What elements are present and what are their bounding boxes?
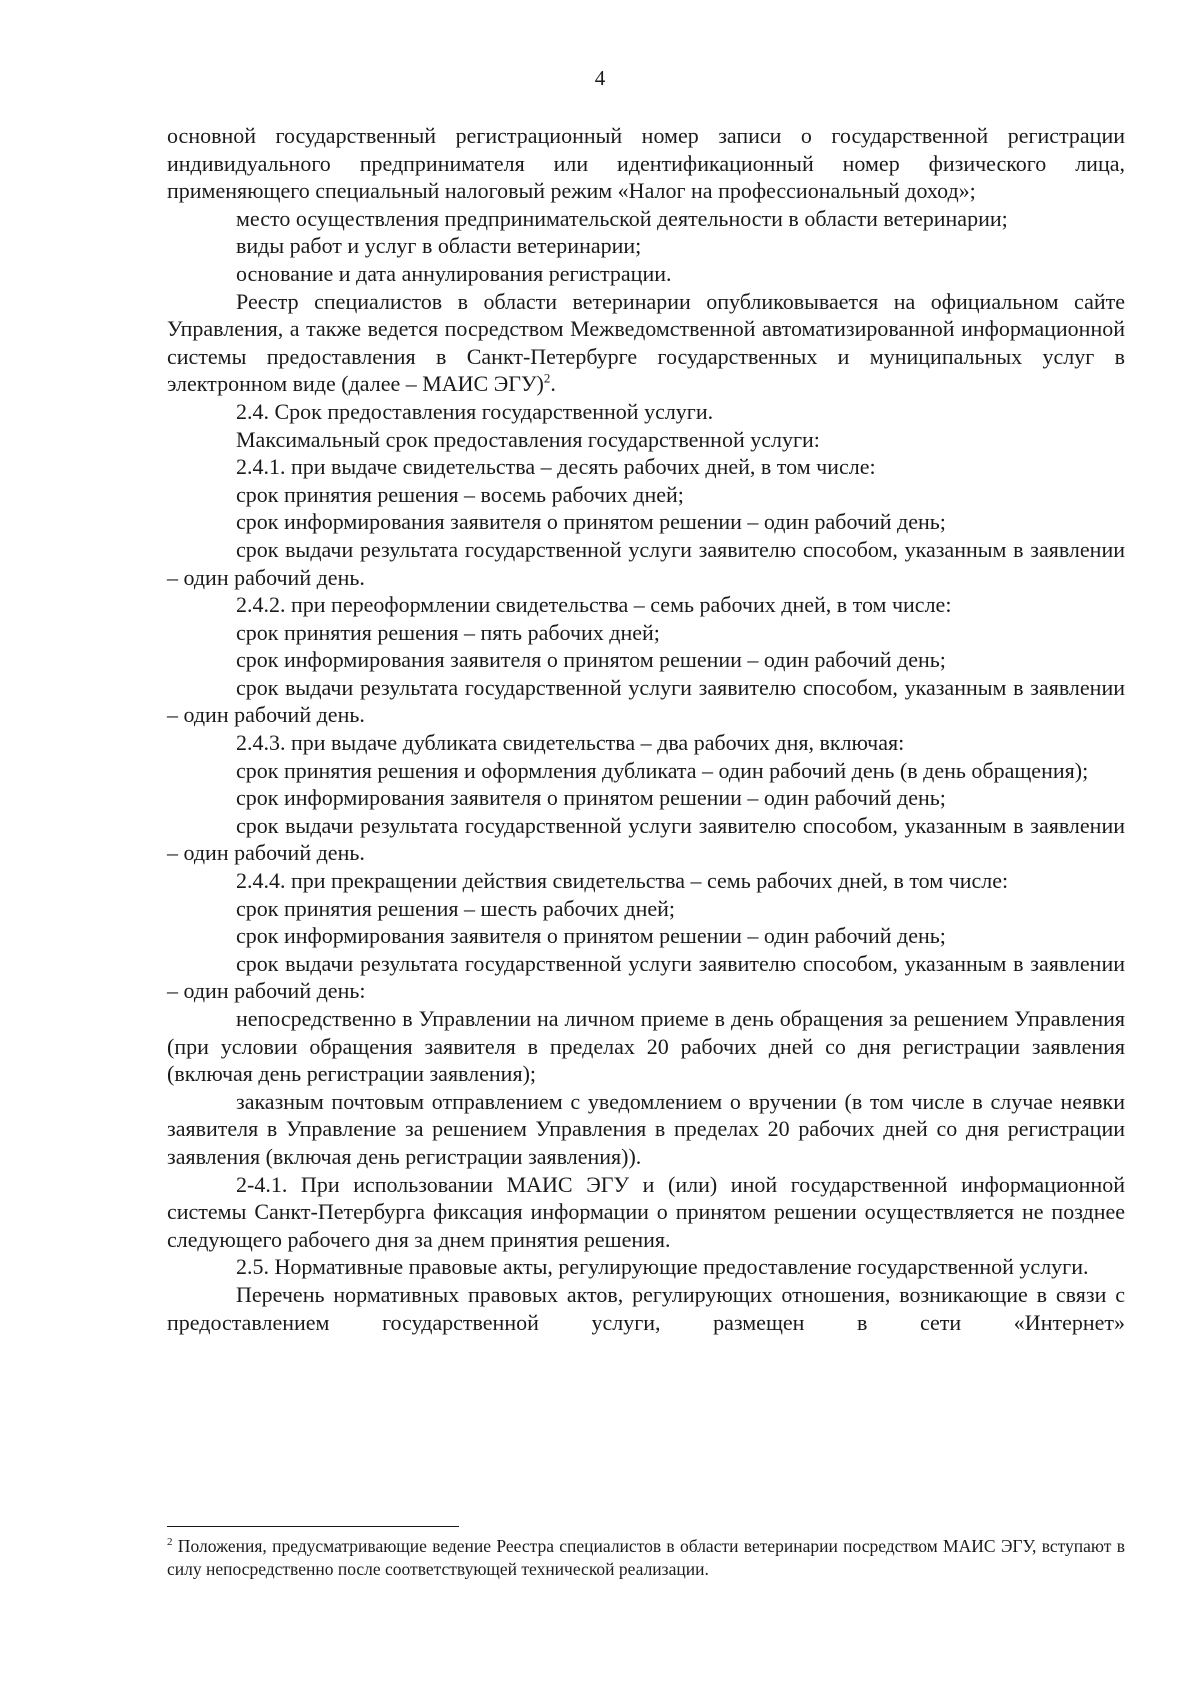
paragraph-2-4-1: 2.4.1. при выдаче свидетельства – десять рабочих дней, в том числе: bbox=[236, 454, 876, 480]
paragraph-annulment: основание и дата аннулирования регистрации. bbox=[236, 260, 672, 286]
registry-publication-end: . bbox=[550, 371, 556, 397]
footnote-reference[interactable]: 2 bbox=[543, 371, 551, 387]
list-item: срок информирования заявителя о принятом решении – один рабочий день; bbox=[236, 647, 946, 673]
paragraph-registry-publication bbox=[167, 288, 1125, 398]
registry-publication-text: Реестр специалистов в области ветеринарии опубликовывается на официальном сайте Управления, а также ведется посредством Межведомственной автоматизированной информационной системы предоставления в Санкт-Петербурге государственных и муниципальных услуг в электронном виде (далее – МАИС ЭГУ) bbox=[167, 288, 1125, 397]
paragraph-2-4-4: 2.4.4. при прекращении действия свидетельства – семь рабочих дней, в том числе: bbox=[236, 868, 1009, 894]
paragraph-activity-place: место осуществления предпринимательской деятельности в области ветеринарии; bbox=[236, 205, 1008, 231]
list-item: срок принятия решения – шесть рабочих дней; bbox=[236, 895, 676, 921]
list-item: срок выдачи результата государственной услуги заявителю способом, указанным в заявлении – один рабочий день. bbox=[167, 536, 1125, 590]
paragraph-2-4-1-mais: 2-4.1. При использовании МАИС ЭГУ и (или) иной государственной информационной системы Санкт-Петербурга фиксация информации о принятом решении осуществляется не позднее следующего рабочего дня за днем принятия решения. bbox=[167, 1171, 1125, 1252]
paragraph-max-term: Максимальный срок предоставления государственной услуги: bbox=[236, 426, 820, 452]
list-item: непосредственно в Управлении на личном приеме в день обращения за решением Управления (при условии обращения заявителя в пределах 20 рабочих дней со дня регистрации заявления (включая день регистрации заявления); bbox=[167, 1006, 1125, 1087]
list-item: срок информирования заявителя о принятом решении – один рабочий день; bbox=[236, 785, 946, 811]
list-item: срок выдачи результата государственной услуги заявителю способом, указанным в заявлении – один рабочий день: bbox=[167, 950, 1125, 1004]
footnote-text: Положения, предусматривающие ведение Реестра специалистов в области ветеринарии посредством МАИС ЭГУ, вступают в силу непосредственно после соответствующей технической реализации. bbox=[167, 1536, 1125, 1579]
list-item: срок принятия решения – пять рабочих дней; bbox=[236, 619, 660, 645]
list-item: заказным почтовым отправлением с уведомлением о вручении (в том числе в случае неявки заявителя в Управление за решением Управления в пределах 20 рабочих дней со дня регистрации заявления (включая день регистрации заявления)). bbox=[167, 1088, 1125, 1169]
section-heading-2-4: 2.4. Срок предоставления государственной услуги. bbox=[236, 398, 714, 424]
paragraph-2-4-2: 2.4.2. при переоформлении свидетельства – семь рабочих дней, в том числе: bbox=[236, 592, 952, 618]
footnote bbox=[167, 1535, 1125, 1581]
paragraph-registration-number: основной государственный регистрационный номер записи о государственной регистрации индивидуального предпринимателя или идентификационный номер физического лица, применяющего специальный налоговый режим «Налог на профессиональный доход»; bbox=[167, 123, 1125, 204]
footnote-marker: 2 bbox=[167, 1536, 173, 1549]
list-item: срок принятия решения и оформления дубликата – один рабочий день (в день обращения); bbox=[236, 757, 1089, 783]
section-heading-2-5: 2.5. Нормативные правовые акты, регулирующие предоставление государственной услуги. bbox=[236, 1254, 1089, 1280]
list-item: срок информирования заявителя о принятом решении – один рабочий день; bbox=[236, 923, 946, 949]
footnote-divider bbox=[167, 1526, 459, 1527]
body-text bbox=[167, 122, 1125, 1336]
paragraph-legal-acts-list: Перечень нормативных правовых актов, регулирующих отношения, возникающие в связи с предоставлением государственной услуги, размещен в сети «Интернет» bbox=[167, 1281, 1125, 1335]
list-item: срок принятия решения – восемь рабочих дней; bbox=[236, 481, 684, 507]
list-item: срок выдачи результата государственной услуги заявителю способом, указанным в заявлении – один рабочий день. bbox=[167, 812, 1125, 866]
list-item: срок выдачи результата государственной услуги заявителю способом, указанным в заявлении – один рабочий день. bbox=[167, 674, 1125, 728]
paragraph-2-4-3: 2.4.3. при выдаче дубликата свидетельства – два рабочих дня, включая: bbox=[236, 730, 905, 756]
paragraph-work-types: виды работ и услуг в области ветеринарии; bbox=[236, 233, 642, 259]
page-number: 4 bbox=[594, 66, 606, 90]
list-item: срок информирования заявителя о принятом решении – один рабочий день; bbox=[236, 509, 946, 535]
